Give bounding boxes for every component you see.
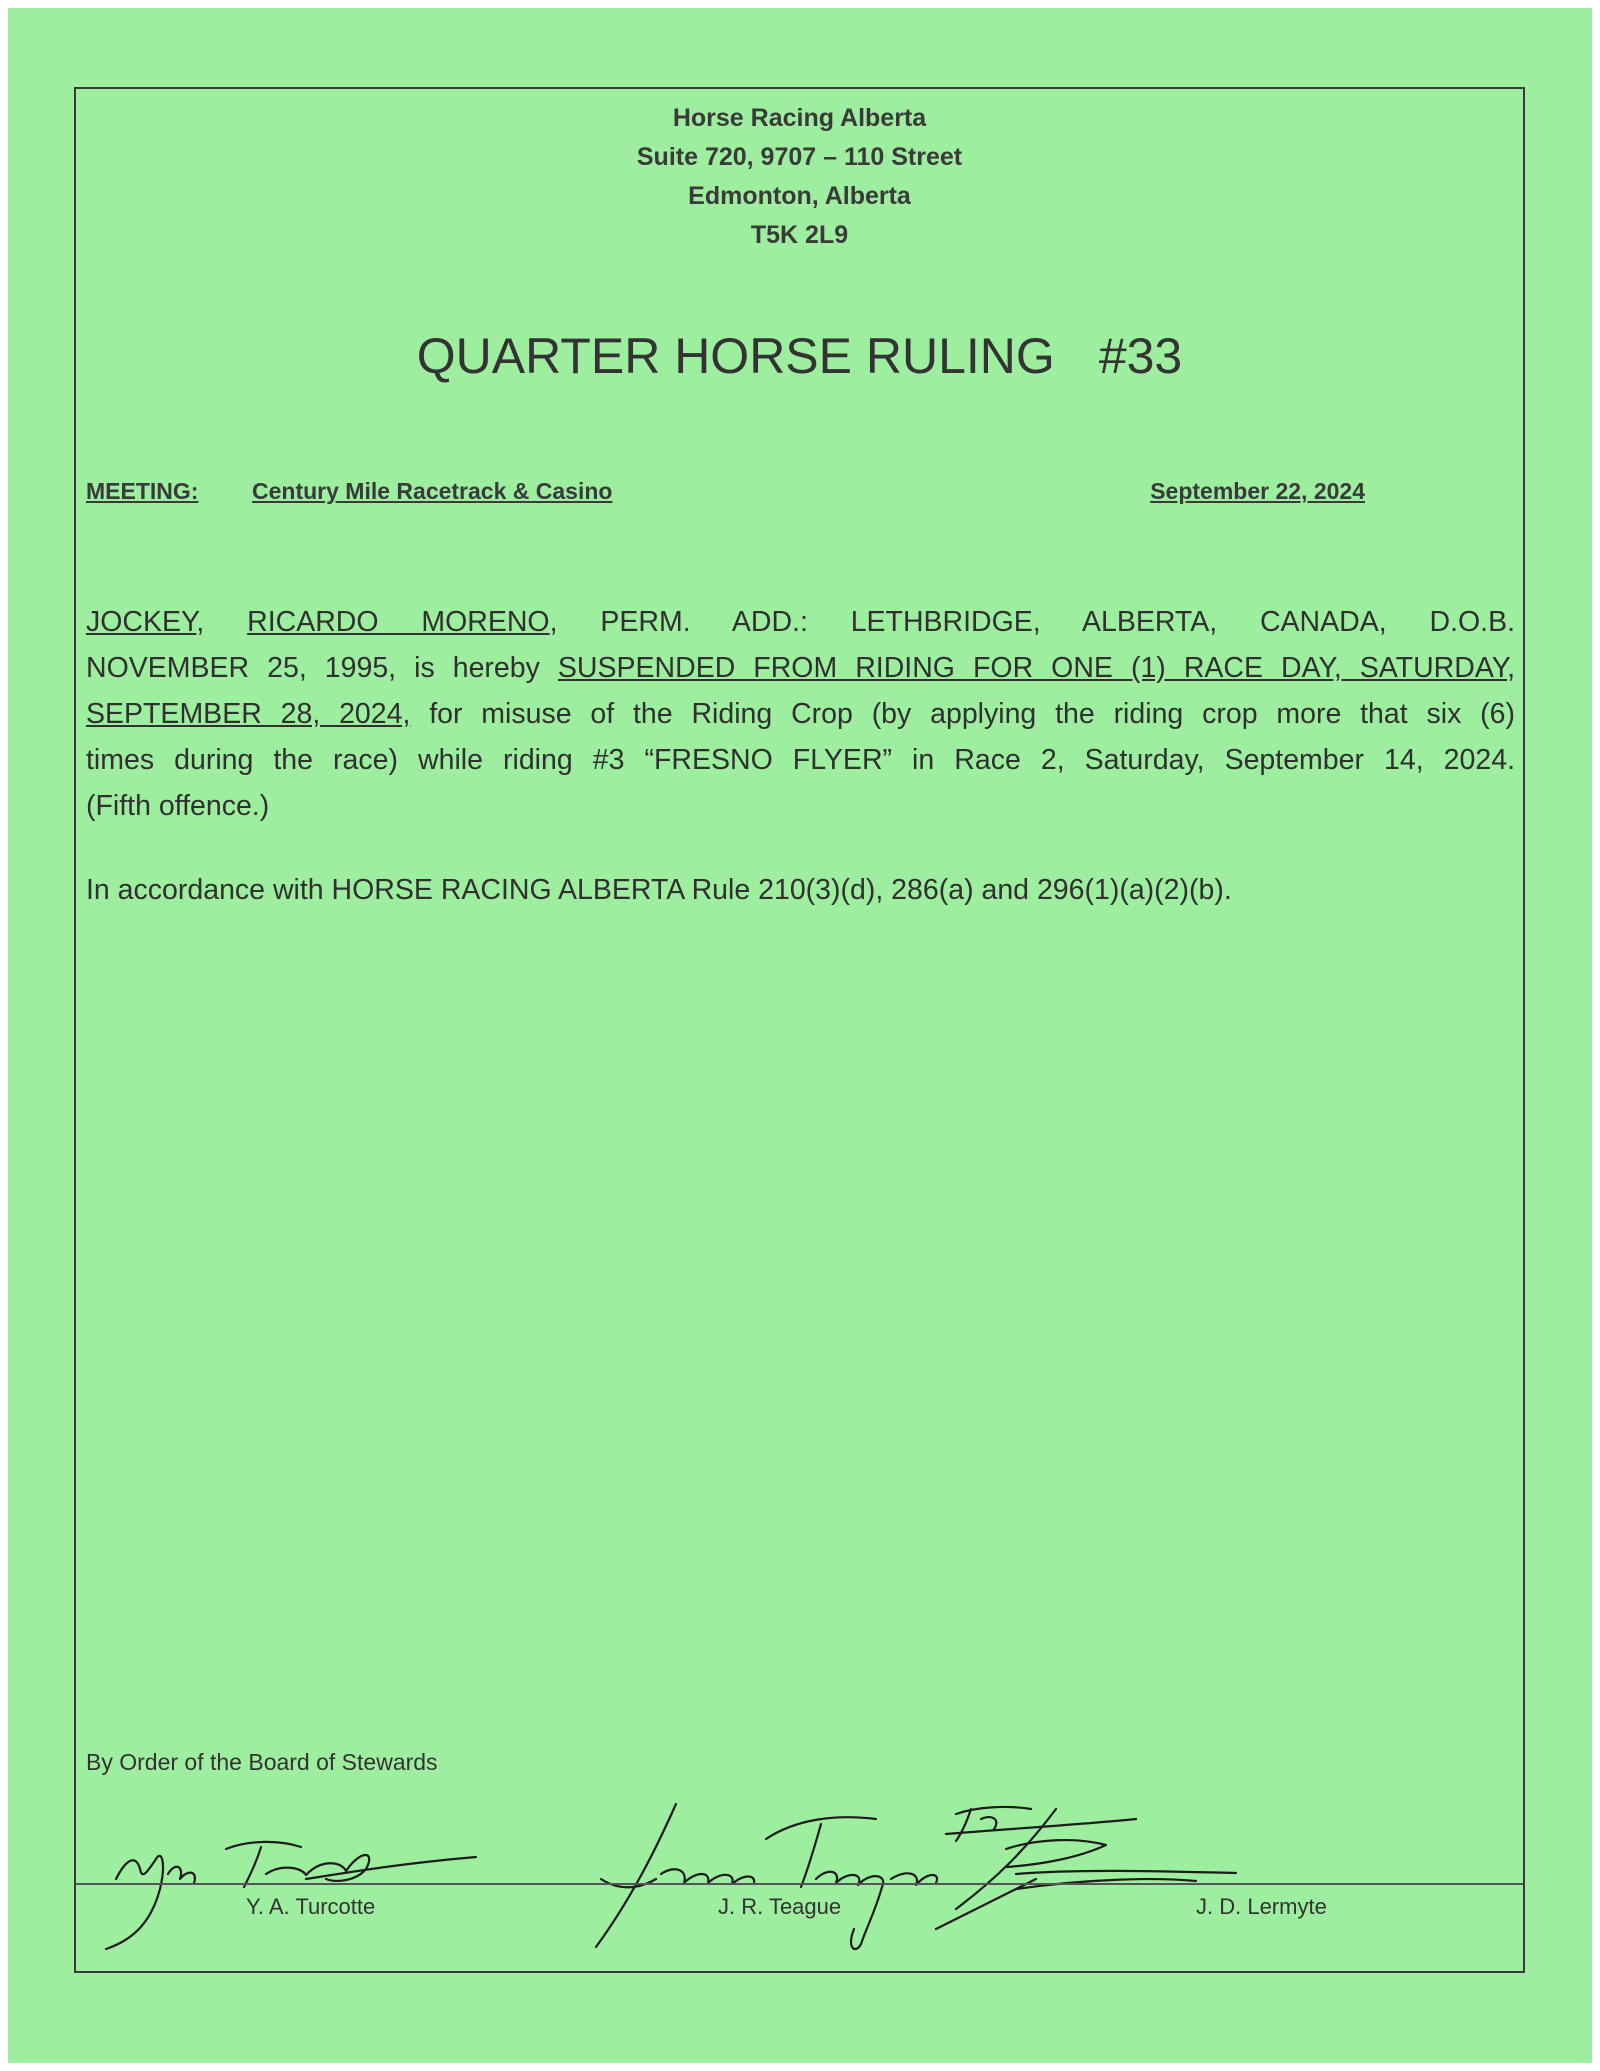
ruling-line-4: times during the race) while riding #3 “FRESNO FLYER” in Race 2, Saturday, September 14, 2024. [86,744,1515,776]
jockey-role: JOCKEY [86,606,197,638]
ruling-body [86,599,1515,913]
steward-name-lermyte: J. D. Lermyte [1196,1894,1327,1919]
ruling-title [76,327,1523,385]
jockey-address: , PERM. ADD.: LETHBRIDGE, ALBERTA, CANADA, D.O.B. [549,606,1515,638]
signature-lermyte [936,1807,1236,1929]
meeting-label: MEETING: [86,478,199,504]
document-border [74,87,1525,1973]
jockey-name: RICARDO MORENO [247,606,550,638]
meeting-row [86,478,1513,514]
organization-postal-code: T5K 2L9 [750,221,849,249]
meeting-venue: Century Mile Racetrack & Casino [252,478,613,504]
ruling-line-5: (Fifth offence.) [86,790,270,822]
suspension-date: SEPTEMBER 28, 2024, [86,698,411,730]
rule-reference: In accordance with HORSE RACING ALBERTA Rule 210(3)(d), 286(a) and 296(1)(a)(2)(b). [86,874,1232,906]
organization-city: Edmonton, Alberta [688,182,911,210]
steward-name-turcotte: Y. A. Turcotte [246,1894,376,1919]
ruling-number: #33 [1098,328,1183,384]
organization-address: Suite 720, 9707 – 110 Street [636,143,963,171]
signature-line [76,1883,1523,1885]
suspension-terms: SUSPENDED FROM RIDING FOR ONE (1) RACE DAY, SATURDAY, [557,652,1515,684]
meeting-date: September 22, 2024 [1150,478,1365,504]
ruling-paragraph [86,599,1515,829]
ruling-line-2: NOVEMBER 25, 1995, is hereby SUSPENDED FROM RIDING FOR ONE (1) RACE DAY, SATURDAY, [86,652,1515,684]
steward-name-teague: J. R. Teague [718,1894,842,1919]
ruling-line-3: SEPTEMBER 28, 2024, for misuse of the Riding Crop (by applying the riding crop more that six (6) [86,698,1515,730]
signature-teague [596,1804,937,1949]
ruling-title-text: QUARTER HORSE RULING [416,328,1055,384]
ruling-line-1: JOCKEY, RICARDO MORENO, PERM. ADD.: LETHBRIDGE, ALBERTA, CANADA, D.O.B. [86,606,1515,638]
organization-name: Horse Racing Alberta [672,104,927,132]
ruling-document [8,8,1592,2063]
signatures-graphic [76,1779,1523,1959]
letterhead [76,99,1523,255]
board-order-text: By Order of the Board of Stewards [86,1749,438,1775]
